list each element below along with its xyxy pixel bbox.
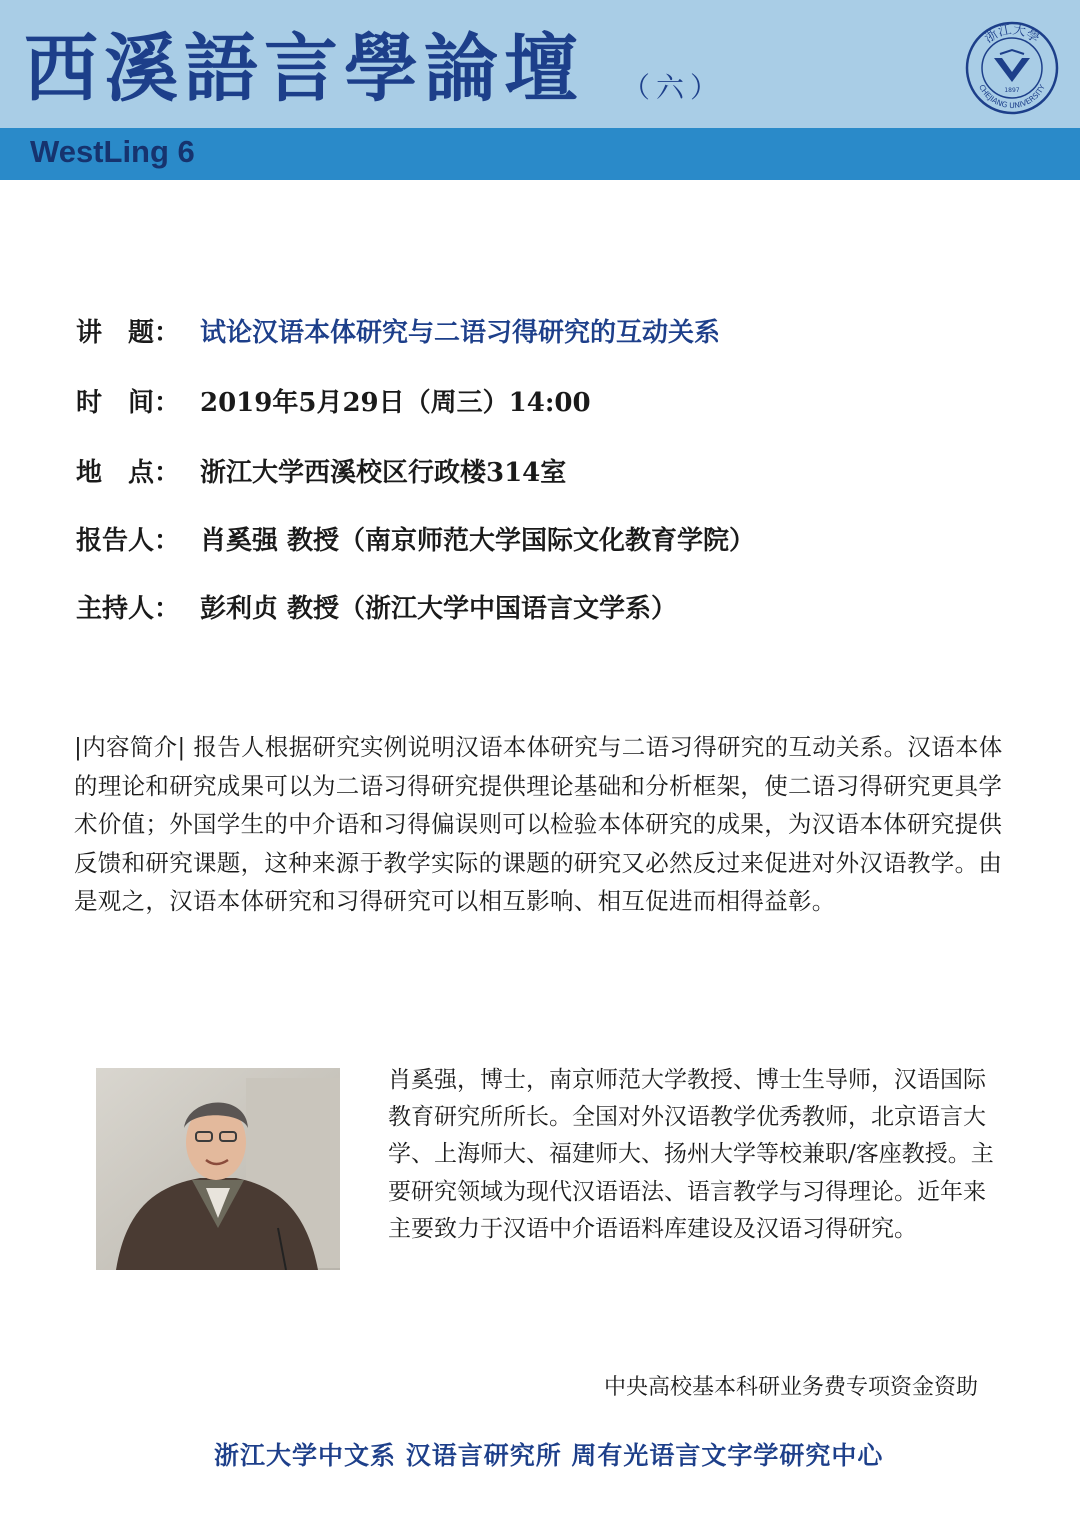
svg-text:浙江大學 bbox=[982, 22, 1042, 47]
info-host bbox=[76, 588, 677, 625]
abstract-text: 报告人根据研究实例说明汉语本体研究与二语习得研究的互动关系。汉语本体的理论和研究成果可以为二语习得研究提供理论基础和分析框架，使二语习得研究更具学术价值；外国学生的中介语和习得偏误则可以检验本体研究的成果，为汉语本体研究提供反馈和研究课题，这种来源于教学实际的课题的研究又必然反过来促进对外汉语教学。由是观之，汉语本体研究和习得研究可以相互影响、相互促进而相得益彰。 bbox=[74, 733, 1003, 915]
topic-label: 讲 题： bbox=[76, 318, 181, 348]
zhejiang-university-seal-icon bbox=[964, 20, 1060, 116]
forum-edition: （六） bbox=[622, 71, 725, 104]
info-topic bbox=[76, 312, 720, 349]
info-speaker bbox=[76, 520, 755, 557]
host-value: 彭利贞 教授（浙江大学中国语言文学系） bbox=[200, 594, 678, 624]
organizers: 浙江大学中文系 汉语言研究所 周有光语言文字学研究中心 bbox=[214, 1441, 884, 1470]
info-place bbox=[76, 452, 566, 489]
time-value: 2019年5月29日（周三）14:00 bbox=[200, 388, 591, 418]
westling-label: WestLing 6 bbox=[30, 134, 195, 169]
forum-title: 西溪語言學論壇 bbox=[24, 26, 584, 112]
speaker-label: 报告人： bbox=[76, 526, 181, 556]
abstract-paragraph bbox=[74, 728, 1014, 921]
seal-top-text: 浙江大學 bbox=[982, 22, 1042, 47]
seal-year: 1897 bbox=[1004, 87, 1020, 94]
speaker-bio: 肖奚强，博士，南京师范大学教授、博士生导师，汉语国际教育研究所所长。全国对外汉语教学优秀教师，北京语言大学、上海师大、福建师大、扬州大学等校兼职/客座教授。主要研究领域为现代汉语语法、语言教学与习得理论。近年来主要致力于汉语中介语语料库建设及汉语习得研究。 bbox=[388, 1067, 994, 1242]
speaker-photo bbox=[96, 1068, 340, 1270]
speaker-value: 肖奚强 教授（南京师范大学国际文化教育学院） bbox=[200, 526, 756, 556]
place-value: 浙江大学西溪校区行政楼314室 bbox=[200, 458, 567, 488]
abstract-heading: |内容简介| bbox=[74, 733, 186, 761]
place-label: 地 点： bbox=[76, 458, 181, 488]
info-time bbox=[76, 382, 591, 419]
host-label: 主持人： bbox=[76, 594, 181, 624]
seal-bottom-text: CHEJIANG UNIVERSITY bbox=[977, 83, 1047, 110]
funding-note: 中央高校基本科研业务费专项资金资助 bbox=[603, 1375, 978, 1400]
time-label: 时 间： bbox=[76, 388, 181, 418]
topic-value: 试论汉语本体研究与二语习得研究的互动关系 bbox=[200, 318, 721, 348]
